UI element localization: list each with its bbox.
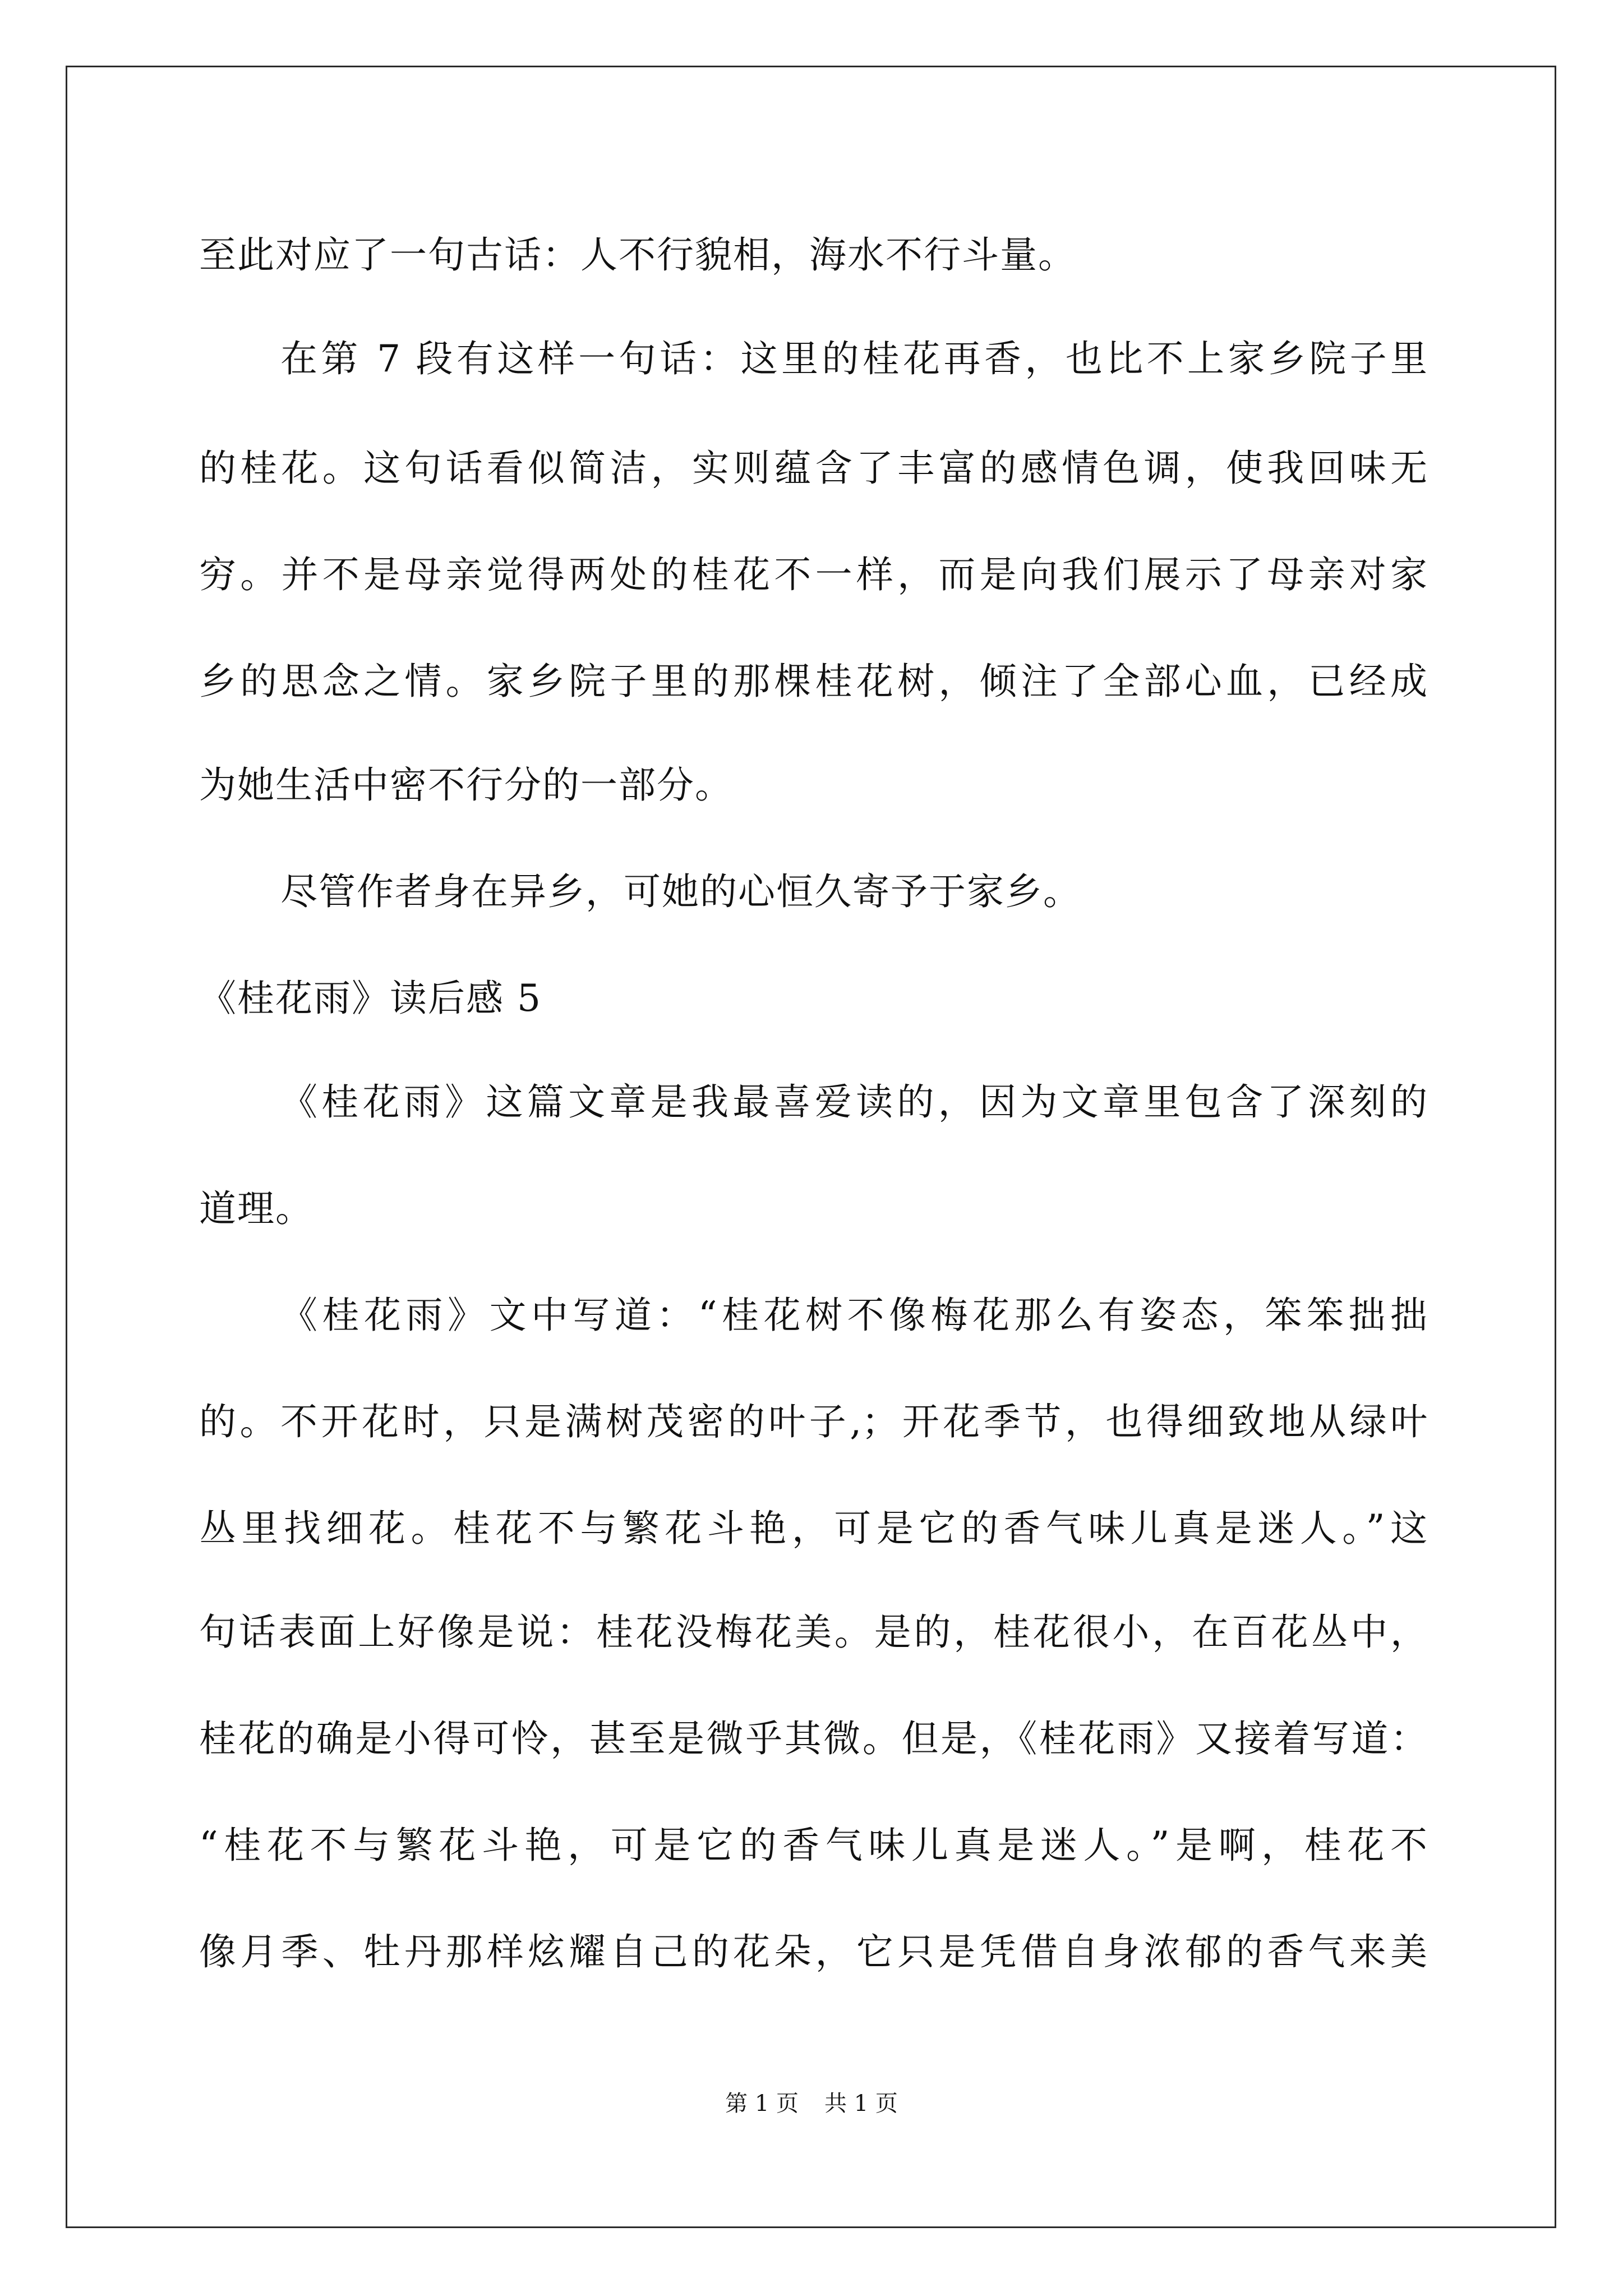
text-line: 尽管作者身在异乡，可她的心恒久寄予于家乡。 bbox=[280, 870, 1081, 913]
text-line: 句话表面上好像是说：桂花没梅花美。是的，桂花很小，在百花丛中， bbox=[199, 1611, 1427, 1654]
text-line: 丛里找细花。桂花不与繁花斗艳，可是它的香气味儿真是迷人。”这 bbox=[199, 1507, 1427, 1550]
text-line: 穷。并不是母亲觉得两处的桂花不一样，而是向我们展示了母亲对家 bbox=[199, 553, 1427, 596]
text-line: 像月季、牡丹那样炫耀自己的花朵，它只是凭借自身浓郁的香气来美 bbox=[199, 1930, 1427, 1973]
page-footer bbox=[0, 2088, 1623, 2119]
text-line: 《桂花雨》文中写道：“桂花树不像梅花那么有姿态，笨笨拙拙 bbox=[280, 1294, 1427, 1337]
text-line: 道理。 bbox=[199, 1187, 313, 1230]
text-line: 的桂花。这句话看似简洁，实则蕴含了丰富的感情色调，使我回味无 bbox=[199, 447, 1427, 490]
text-line: 桂花的确是小得可怜，甚至是微乎其微。但是，《桂花雨》又接着写道： bbox=[199, 1717, 1427, 1760]
text-line: “桂花不与繁花斗艳，可是它的香气味儿真是迷人。”是啊，桂花不 bbox=[199, 1824, 1427, 1867]
text-line: 乡的思念之情。家乡院子里的那棵桂花树，倾注了全部心血，已经成 bbox=[199, 660, 1427, 703]
section-title: 《桂花雨》读后感 5 bbox=[199, 977, 542, 1020]
text-line: 为她生活中密不行分的一部分。 bbox=[199, 763, 733, 807]
page-number: 第 1 页 bbox=[725, 2091, 799, 2116]
page-border bbox=[66, 66, 1556, 2228]
text-line: 的。不开花时，只是满树茂密的叶子,；开花季节，也得细致地从绿叶 bbox=[199, 1400, 1427, 1443]
page-total: 共 1 页 bbox=[824, 2091, 898, 2116]
text-line: 在第 7 段有这样一句话：这里的桂花再香，也比不上家乡院子里 bbox=[280, 337, 1427, 380]
text-line: 《桂花雨》这篇文章是我最喜爱读的，因为文章里包含了深刻的 bbox=[280, 1080, 1427, 1124]
text-line: 至此对应了一句古话：人不行貌相，海水不行斗量。 bbox=[199, 233, 1076, 277]
